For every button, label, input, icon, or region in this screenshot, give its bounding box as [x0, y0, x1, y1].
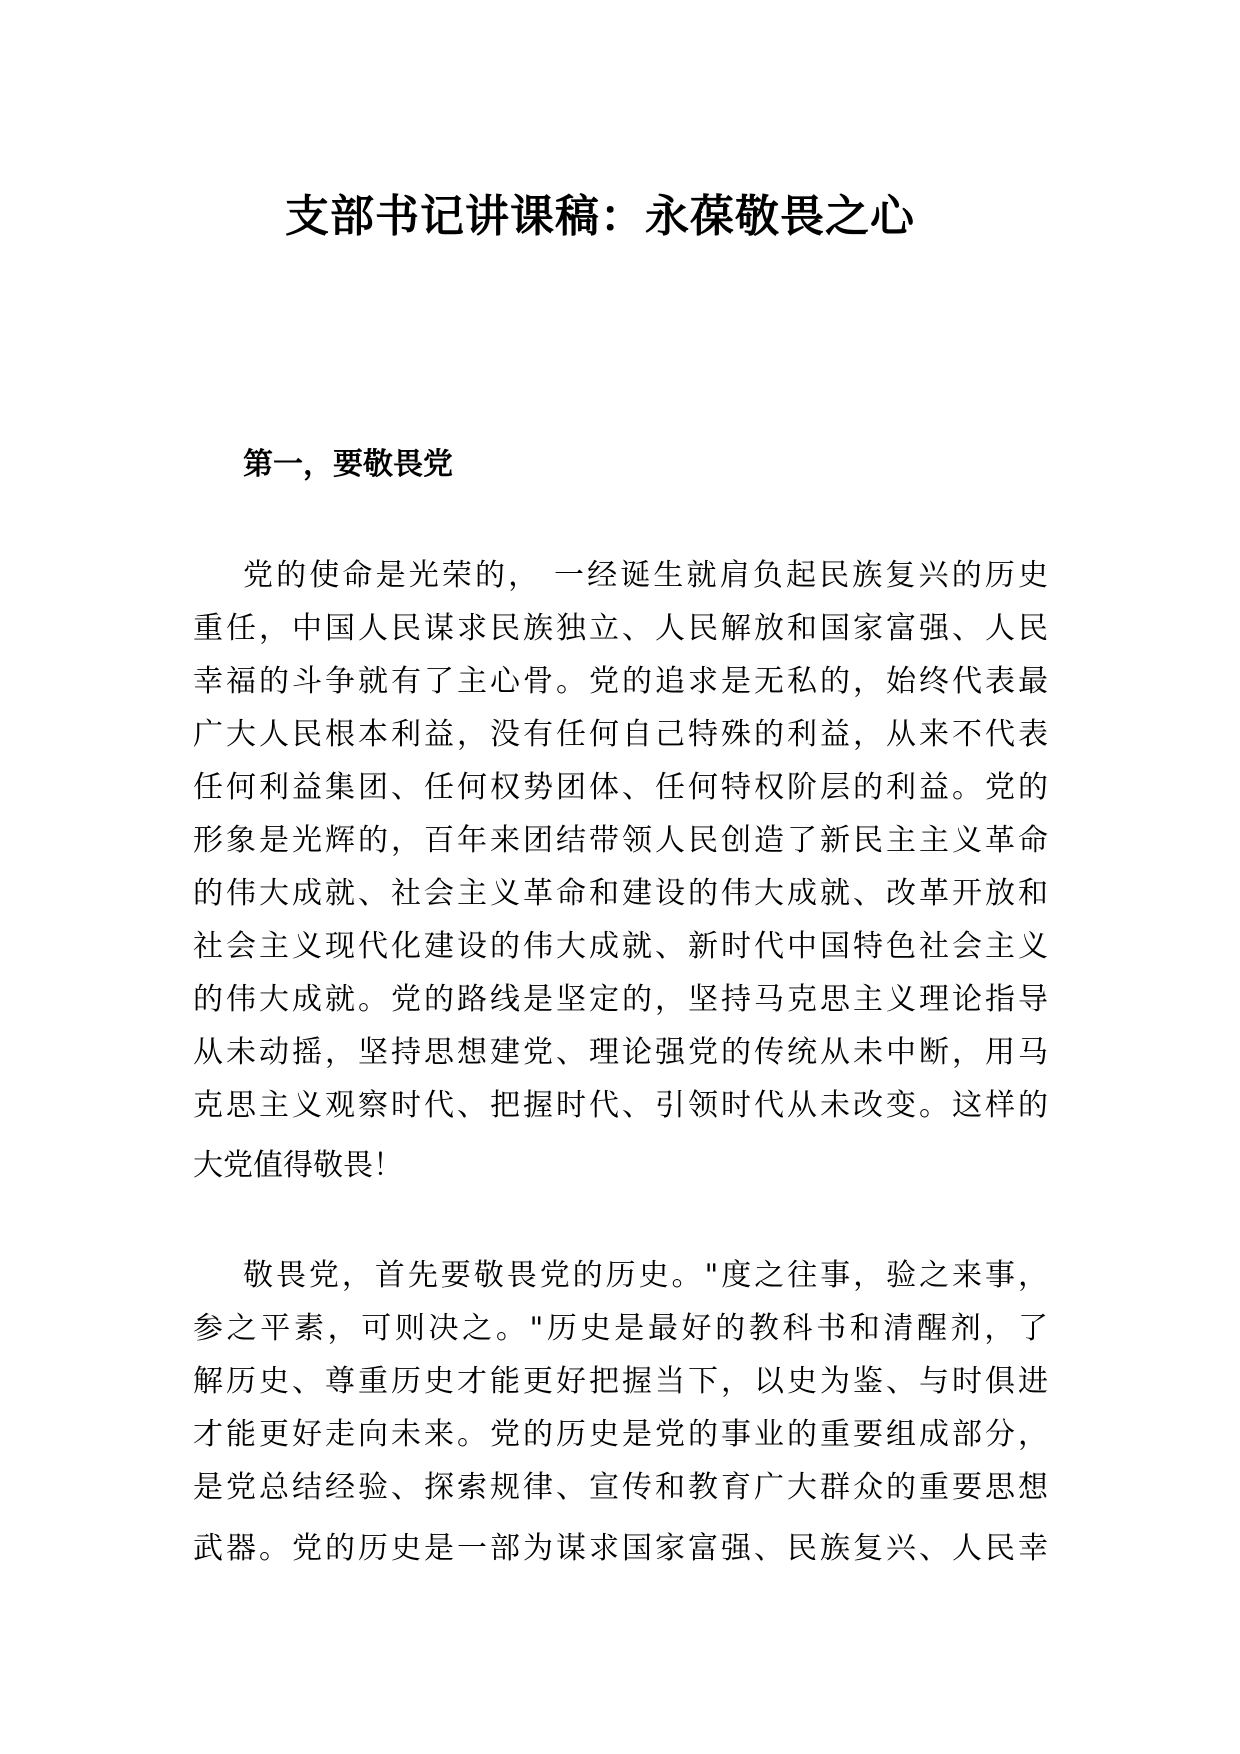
section-heading: 第一，要敬畏党 [243, 447, 453, 482]
paragraph-1-line: 幸福的斗争就有了主心骨。党的追求是无私的，始终代表最 [193, 664, 1048, 699]
paragraph-1-line: 大党值得敬畏！ [193, 1148, 403, 1183]
paragraph-1-line: 的伟大成就。党的路线是坚定的，坚持马克思主义理论指导 [193, 982, 1048, 1017]
paragraph-2-line: 是党总结经验、探索规律、宣传和教育广大群众的重要思想 [193, 1470, 1048, 1505]
paragraph-1-line: 党的使命是光荣的， 一经诞生就肩负起民族复兴的历史 [243, 558, 1048, 593]
paragraph-1-line: 广大人民根本利益，没有任何自己特殊的利益，从来不代表 [193, 717, 1048, 752]
paragraph-1-line: 社会主义现代化建设的伟大成就、新时代中国特色社会主义 [193, 929, 1048, 964]
paragraph-1-line: 形象是光辉的，百年来团结带领人民创造了新民主主义革命 [193, 823, 1048, 858]
paragraph-2-line: 武器。党的历史是一部为谋求国家富强、民族复兴、人民幸 [193, 1531, 1048, 1566]
paragraph-1-line: 克思主义观察时代、把握时代、引领时代从未改变。这样的 [193, 1088, 1048, 1123]
paragraph-2-line: 才能更好走向未来。党的历史是党的事业的重要组成部分， [193, 1417, 1048, 1452]
paragraph-2-line: 敬畏党，首先要敬畏党的历史。"度之往事，验之来事， [243, 1258, 1048, 1293]
paragraph-1-line: 任何利益集团、任何权势团体、任何特权阶层的利益。党的 [193, 770, 1048, 805]
paragraph-1-line: 重任，中国人民谋求民族独立、人民解放和国家富强、人民 [193, 611, 1048, 646]
paragraph-1-line: 的伟大成就、社会主义革命和建设的伟大成就、改革开放和 [193, 876, 1048, 911]
paragraph-2-line: 解历史、尊重历史才能更好把握当下，以史为鉴、与时俱进 [193, 1364, 1048, 1399]
paragraph-2-line: 参之平素，可则决之。"历史是最好的教科书和清醒剂，了 [193, 1311, 1048, 1346]
document-title: 支部书记讲课稿：永葆敬畏之心 [285, 191, 915, 242]
paragraph-1-line: 从未动摇，坚持思想建党、理论强党的传统从未中断，用马 [193, 1035, 1048, 1070]
